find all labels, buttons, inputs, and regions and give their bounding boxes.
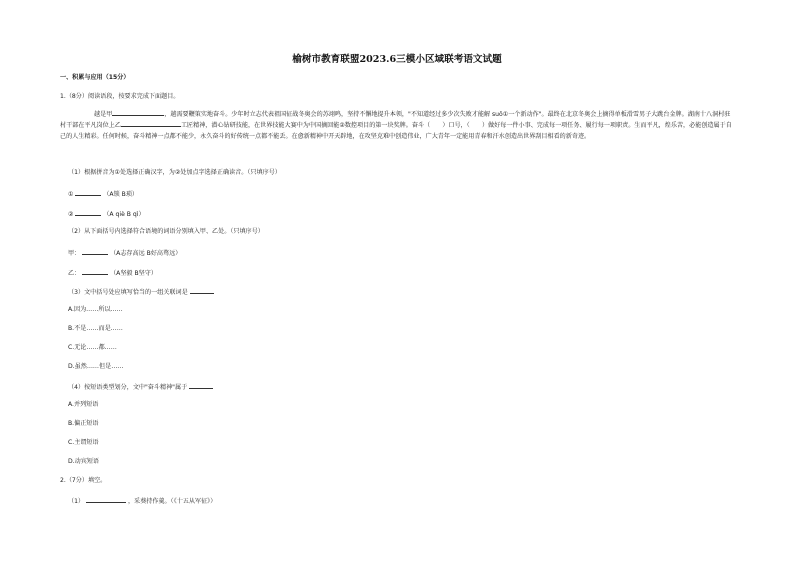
answer-line-1a [68, 189, 138, 199]
question-1-3 [68, 287, 214, 297]
question-1-heading: 1.（8分）阅读语段，按要求完成下面题目。 [60, 93, 180, 100]
reading-passage [60, 109, 736, 142]
answer-blank-1b[interactable] [75, 209, 101, 216]
options-jia: （A志存高远 B好高骛远） [110, 250, 182, 257]
answer-blank-jia[interactable] [82, 248, 108, 255]
label-jia: 甲： [68, 250, 81, 257]
option-item: D.动宾短语 [68, 458, 100, 465]
answer-blank-1a[interactable] [75, 189, 101, 196]
passage-part-1: 越是甲 [94, 111, 113, 118]
passage-part-3: 工匠精神，潜心钻研技能，在世界技能大赛中为中国摘回能②数控项目的第一块奖牌。奋斗（ ）口号，（ ）做好每一件小事、完成每一项任务、履行每一项职责。生而平凡，煌乐苦，必能创造属于自己的人生精彩。任何时候，奋斗精神一点都不能少，永久奋斗的好传统一点都不能丢。在愈新精神中开天辟地，在攻坚克难中创造伟业，广大青年一定能用青春和汗水创造出世界刮目相看的新奇迹。 [60, 122, 732, 140]
question-1-2: （2）从下面括号内选择符合语境的词语分别填入甲、乙处。（只填序号） [68, 228, 264, 235]
question-1-3-text: （3）文中括号处应填写恰当的一组关联词是 [68, 289, 188, 296]
options-1b: （A qiè B qì） [103, 211, 145, 218]
question-1-4-text: （4）按短语类型划分，文中"奋斗精神"属于 [68, 384, 188, 391]
options-yi: （A坚毅 B坚守） [110, 270, 157, 277]
blank-yi[interactable] [121, 120, 181, 127]
answer-line-yi [68, 268, 157, 278]
option-item: C.主谓短语 [68, 439, 99, 446]
passage-part-2: ，越需要鞭策实地奋斗。少年时立志代表祖国征战冬奥会的苏翊鸣，坚持不懈地提升本领，"不知道经过多少次失败才能解 suǒ①一个新动作"。最终在北京冬奥会上摘得单板滑雪男子大跳台金牌。湖南十八洞村驻村干部在平凡岗位上乙 [60, 111, 731, 129]
question-2-1-suffix: ，采葵持作羹。（《十五从军征》） [127, 498, 217, 505]
option-item: B.不是……而是…… [68, 325, 123, 332]
answer-blank-2-1[interactable] [86, 496, 126, 503]
answer-blank-1-3[interactable] [190, 287, 214, 294]
circle-mark-1: ① [68, 191, 74, 198]
question-2-1-prefix: （1） [68, 498, 85, 505]
section-heading: 一、积累与应用（15分） [60, 74, 130, 81]
question-1-4 [68, 382, 213, 392]
page-title: 榆树市教育联盟2023.6三模小区域联考语文试题 [292, 54, 502, 65]
answer-line-1b [68, 209, 145, 219]
circle-mark-2: ② [68, 211, 74, 218]
answer-blank-yi[interactable] [82, 268, 108, 275]
option-item: B.偏正短语 [68, 420, 99, 427]
option-item: D.虽然……但是…… [68, 363, 124, 370]
answer-blank-1-4[interactable] [189, 382, 213, 389]
option-item: A.并列短语 [68, 401, 99, 408]
blank-jia[interactable] [112, 109, 164, 116]
option-item: A.因为……所以…… [68, 306, 123, 313]
question-1-1: （1）根据拼音为①处选择正确汉字，为②处加点字选择正确读音。（只填序号） [68, 169, 281, 176]
question-2-1 [68, 496, 216, 506]
options-1a: （A锁 B琐） [103, 191, 139, 198]
label-yi: 乙： [68, 270, 81, 277]
question-2-heading: 2.（7分）填空。 [60, 477, 107, 484]
option-item: C.无论……都…… [68, 344, 117, 351]
answer-line-jia [68, 248, 181, 258]
